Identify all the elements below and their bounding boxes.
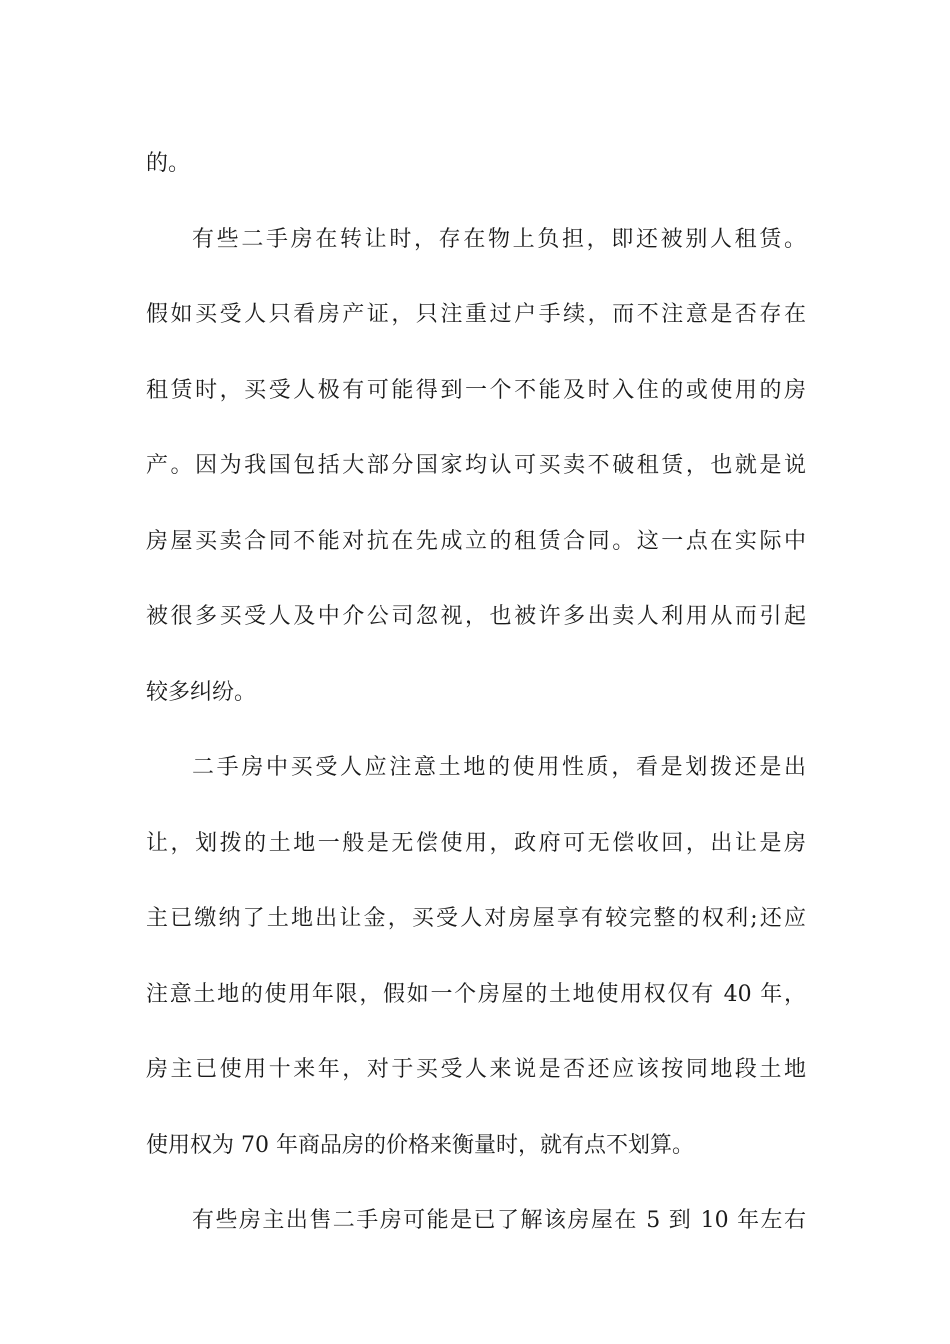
body-text bbox=[146, 126, 806, 1259]
text-line: 租赁时，买受人极有可能得到一个不能及时入住的或使用的房 bbox=[146, 377, 806, 403]
text-line: 让，划拨的土地一般是无偿使用，政府可无偿收回，出让是房 bbox=[146, 830, 806, 856]
text-line: 注意土地的使用年限，假如一个房屋的土地使用权仅有 40 年， bbox=[146, 981, 806, 1007]
text-line: 被很多买受人及中介公司忽视，也被许多出卖人利用从而引起 bbox=[146, 604, 806, 629]
paragraph-first-line: 二手房中买受人应注意土地的使用性质，看是划拨还是出 bbox=[192, 755, 806, 780]
text-line: 主已缴纳了土地出让金，买受人对房屋享有较完整的权利;还应 bbox=[146, 906, 806, 931]
text-line: 房屋买卖合同不能对抗在先成立的租赁合同。这一点在实际中 bbox=[146, 528, 806, 554]
text-line: 使用权为 70 年商品房的价格来衡量时，就有点不划算。 bbox=[146, 1132, 694, 1158]
paragraph-first-line: 有些房主出售二手房可能是已了解该房屋在 5 到 10 年左右 bbox=[192, 1208, 806, 1233]
paragraph-first-line: 有些二手房在转让时，存在物上负担，即还被别人租赁。 bbox=[192, 226, 806, 252]
text-line: 房主已使用十来年，对于买受人来说是否还应该按同地段土地 bbox=[146, 1057, 806, 1082]
text-line: 的。 bbox=[146, 151, 191, 176]
text-line: 假如买受人只看房产证，只注重过户手续，而不注意是否存在 bbox=[146, 302, 806, 327]
text-line: 产。因为我国包括大部分国家均认可买卖不破租赁，也就是说 bbox=[146, 453, 806, 478]
text-line: 较多纠纷。 bbox=[146, 679, 257, 705]
